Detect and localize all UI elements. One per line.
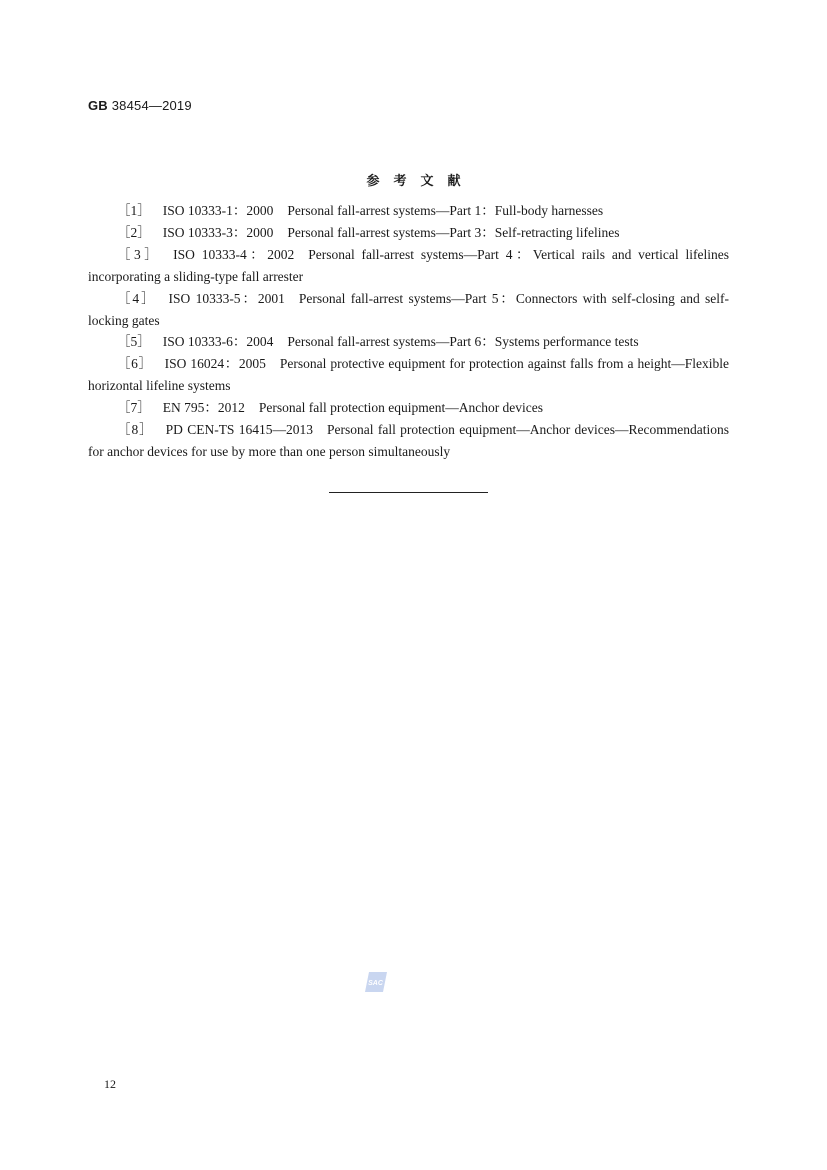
reference-item [88,288,729,332]
reference-index: ［7］ [117,400,151,416]
reference-code: EN 795：2012 [162,400,245,416]
reference-list [88,200,729,463]
sac-logo-text: SAC [368,980,383,987]
reference-code: PD CEN-TS 16415—2013 [165,422,314,438]
reference-index: ［5］ [117,334,151,350]
reference-code: ISO 10333-5：2001 [168,290,285,306]
reference-text: Personal fall-arrest systems—Part 5：Connectors with self-closing and self-locking gates [88,290,729,328]
reference-text: Personal fall-arrest systems—Part 1：Full-body harnesses [287,203,604,218]
reference-index: ［8］ [117,422,154,438]
reference-code: ISO 10333-4：2002 [173,246,295,262]
reference-code: ISO 16024：2005 [164,356,266,372]
reference-item [88,200,729,222]
reference-item [88,419,729,463]
reference-text: Personal fall-arrest systems—Part 6：Systems performance tests [287,334,639,350]
running-header [88,98,192,113]
end-rule [329,492,488,493]
reference-text: Personal protective equipment for protection against falls from a height—Flexible horizontal lifeline systems [88,356,729,394]
reference-code: ISO 10333-1：2000 [162,203,274,218]
reference-text: Personal fall protection equipment—Anchor devices—Recommendations for anchor devices for use by more than one person simultaneously [88,422,729,459]
reference-item [88,353,729,397]
reference-text: Personal fall protection equipment—Anchor devices [258,400,544,416]
sac-logo-icon [364,971,388,993]
reference-item [88,331,729,353]
standard-prefix: GB [88,98,108,113]
page-number: 12 [104,1077,116,1091]
reference-code: ISO 10333-6：2004 [162,334,274,350]
reference-index: ［3］ [117,246,162,262]
bibliography-title: 参考文献 [366,174,475,189]
reference-text: Personal fall-arrest systems—Part 3：Self-retracting lifelines [287,224,620,240]
reference-index: ［1］ [117,203,151,218]
reference-item [88,244,729,288]
reference-text: Personal fall-arrest systems—Part 4：Vertical rails and vertical lifelines incorporating a sliding-type fall arrester [88,246,729,284]
reference-index: ［2］ [117,224,151,240]
reference-code: ISO 10333-3：2000 [162,224,274,240]
reference-index: ［6］ [117,356,153,372]
standard-number: 38454—2019 [111,98,192,113]
reference-item [88,397,729,419]
reference-item [88,222,729,244]
reference-index: ［4］ [117,290,157,306]
